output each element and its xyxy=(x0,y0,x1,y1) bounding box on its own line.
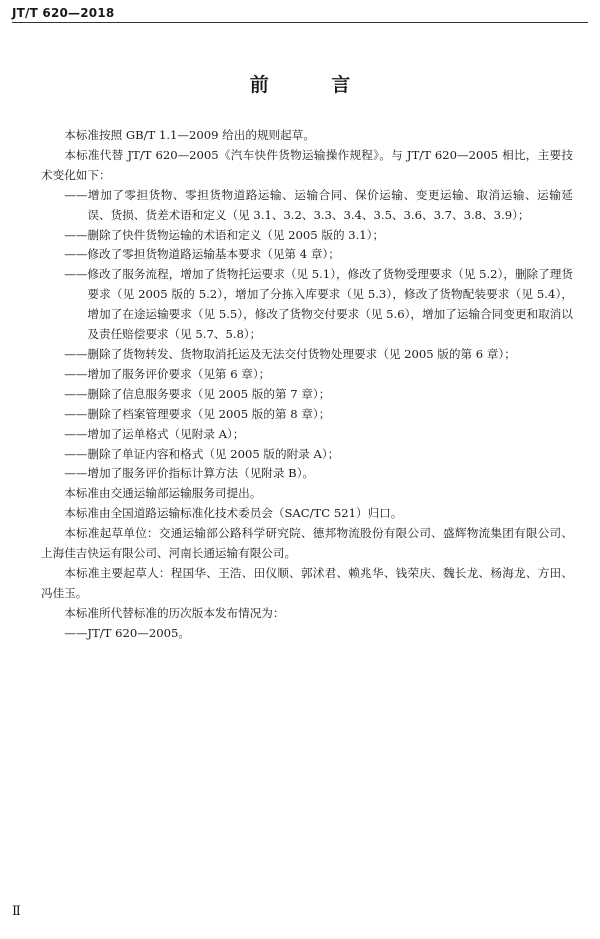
change-list-item: ——删除了货物转发、货物取消托运及无法交付货物处理要求（见 2005 版的第 6 章）； xyxy=(64,346,516,361)
change-list-item: ——删除了快件货物运输的术语和定义（见 2005 版的 3.1）； xyxy=(64,227,385,242)
paragraph: 本标准所代替标准的历次版本发布情况为： xyxy=(64,605,285,620)
page-number: Ⅱ xyxy=(12,904,21,919)
change-list-item: ——修改了服务流程，增加了货物托运要求（见 5.1），修改了货物受理要求（见 5.2），删除了理货要求（见 2005 版的 5.2），增加了分拣入库要求（见 5.3），修改了货物配装要求（见 5.4），增加了在途运输要求（见 5.5），修改了货物交付要求（见 5.6），增加了运输合同变更和取消以及责任赔偿要求（见 5.7、5.8）； xyxy=(64,267,573,342)
change-list-item: ——增加了零担货物、零担货物道路运输、运输合同、保价运输、变更运输、取消运输、运输延误、货损、货差术语和定义（见 3.1、3.2、3.3、3.4、3.5、3.6、3.7、3.8、3.9）； xyxy=(64,187,573,222)
change-list-item: ——增加了运单格式（见附录 A）； xyxy=(64,426,245,441)
header-divider xyxy=(12,22,588,23)
foreword-body xyxy=(41,126,573,644)
paragraph: 本标准主要起草人：程国华、王浩、田仪顺、郭沭君、赖兆华、钱荣庆、魏长龙、杨海龙、方田、冯佳玉。 xyxy=(41,565,573,600)
change-list-item: ——删除了单证内容和格式（见 2005 版的附录 A）； xyxy=(64,446,340,461)
paragraph: 本标准由交通运输部运输服务司提出。 xyxy=(64,486,262,501)
standard-code-header: JT/T 620—2018 xyxy=(12,6,115,20)
change-list-item: ——JT/T 620—2005。 xyxy=(64,625,190,640)
change-list-item: ——增加了服务评价要求（见第 6 章）； xyxy=(64,366,271,381)
change-list-item: ——增加了服务评价指标计算方法（见附录 B）。 xyxy=(64,466,315,481)
change-list-item: ——删除了档案管理要求（见 2005 版的第 8 章）； xyxy=(64,406,331,421)
paragraph: 本标准按照 GB/T 1.1—2009 给出的规则起草。 xyxy=(64,128,315,142)
change-list-item: ——修改了零担货物道路运输基本要求（见第 4 章）； xyxy=(64,247,340,262)
paragraph: 本标准起草单位：交通运输部公路科学研究院、德邦物流股份有限公司、盛辉物流集团有限公司、上海佳吉快运有限公司、河南长通运输有限公司。 xyxy=(41,526,573,561)
change-list-item: ——删除了信息服务要求（见 2005 版的第 7 章）； xyxy=(64,386,331,401)
paragraph: 本标准代替 JT/T 620—2005《汽车快件货物运输操作规程》。与 JT/T 620—2005 相比，主要技术变化如下： xyxy=(41,147,573,182)
page-title: 前 言 xyxy=(249,74,379,96)
paragraph: 本标准由全国道路运输标准化技术委员会（SAC/TC 521）归口。 xyxy=(64,506,403,521)
